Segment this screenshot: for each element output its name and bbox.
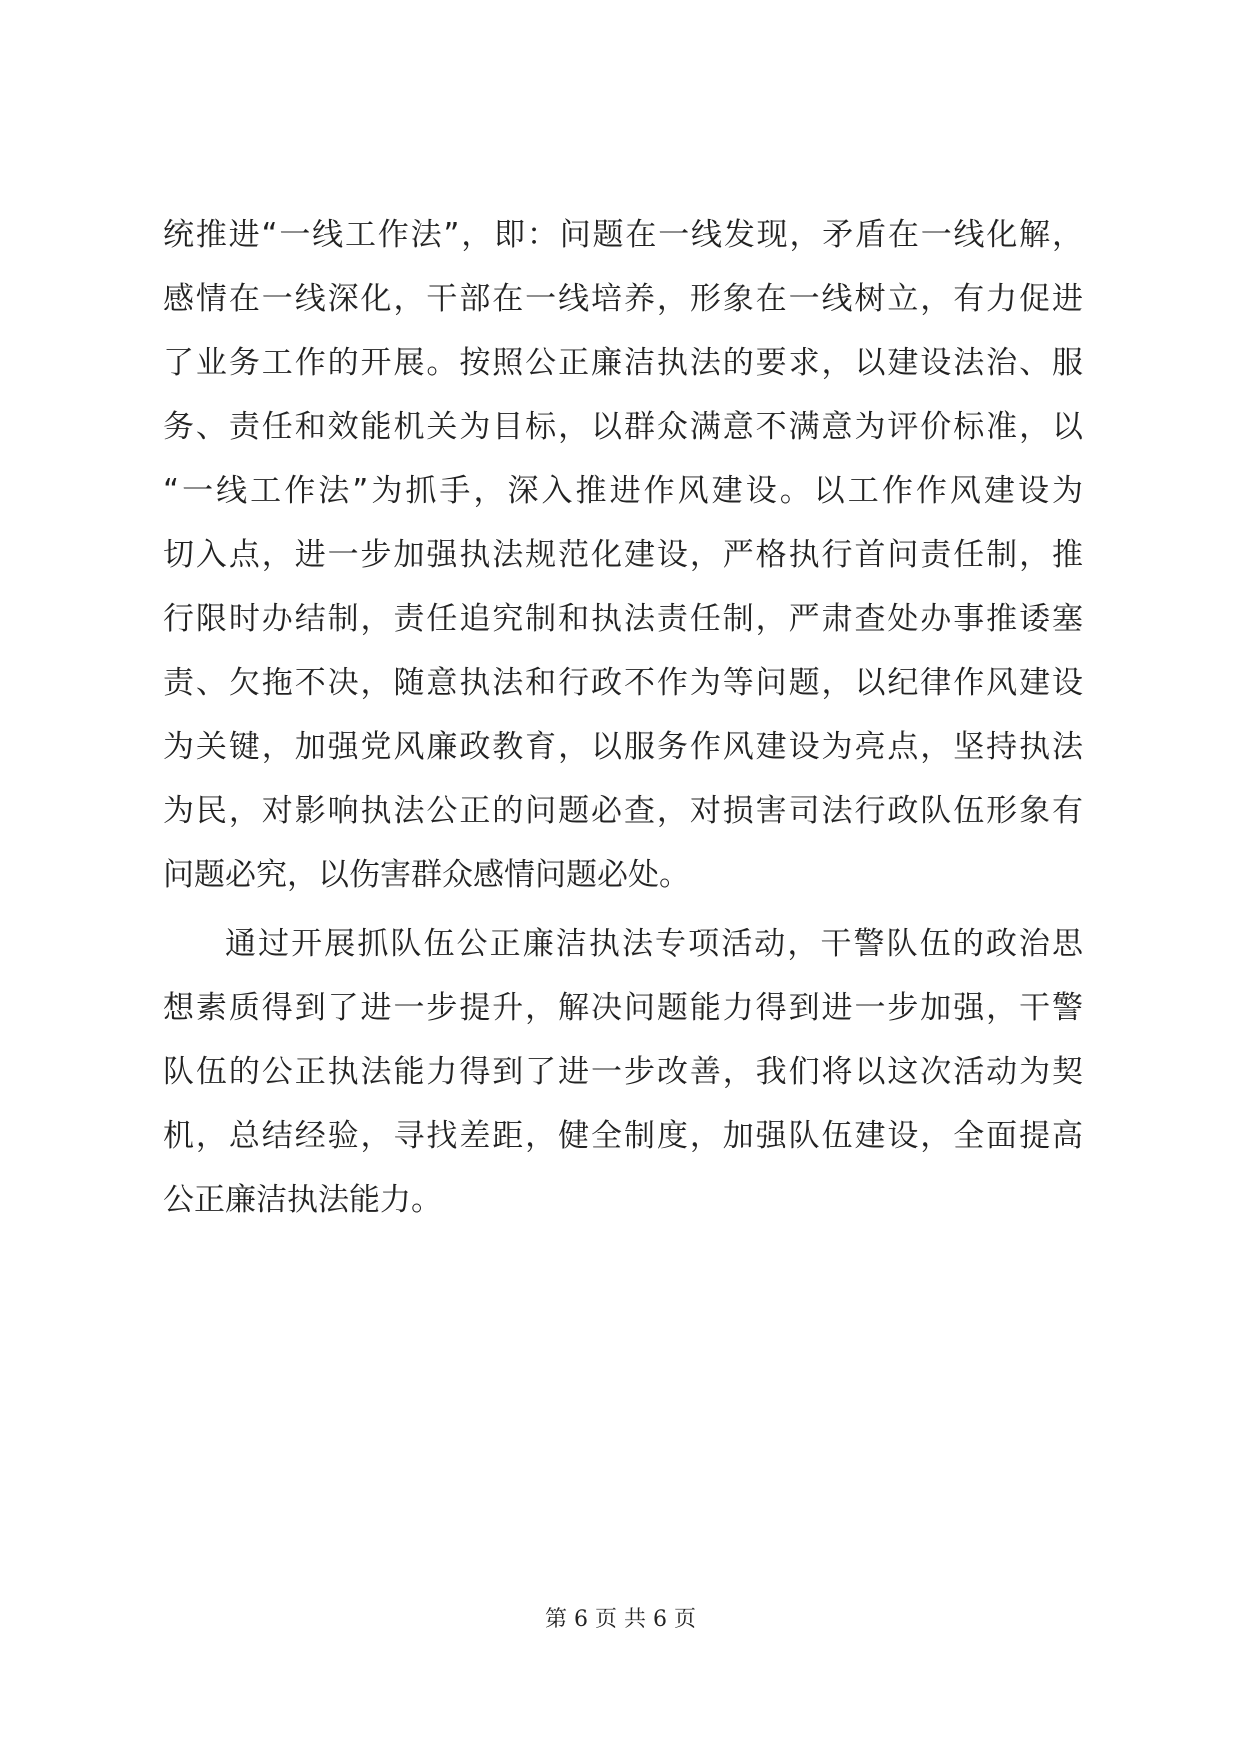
paragraph-line: 切入点，进一步加强执法规范化建设，严格执行首问责任制，推	[163, 537, 1083, 573]
paragraph-line: 通过开展抓队伍公正廉洁执法专项活动，干警队伍的政治思	[225, 926, 1083, 962]
paragraph-2	[163, 912, 1083, 1232]
paragraph-1	[163, 203, 1083, 907]
paragraph-line: 责、欠拖不决，随意执法和行政不作为等问题，以纪律作风建设	[163, 665, 1083, 701]
paragraph-line: 想素质得到了进一步提升，解决问题能力得到进一步加强，干警	[163, 990, 1083, 1026]
paragraph-line: 了业务工作的开展。按照公正廉洁执法的要求，以建设法治、服	[163, 345, 1083, 381]
paragraph-line: 感情在一线深化，干部在一线培养，形象在一线树立，有力促进	[163, 281, 1083, 317]
paragraph-line: “一线工作法”为抓手，深入推进作风建设。以工作作风建设为	[163, 473, 1083, 509]
paragraph-line: 为民，对影响执法公正的问题必查，对损害司法行政队伍形象有	[163, 793, 1083, 829]
paragraph-line: 务、责任和效能机关为目标，以群众满意不满意为评价标准，以	[163, 409, 1083, 445]
page-number-footer: 第 6 页 共 6 页	[545, 1607, 696, 1632]
paragraph-line: 为关键，加强党风廉政教育，以服务作风建设为亮点，坚持执法	[163, 729, 1083, 765]
paragraph-line: 队伍的公正执法能力得到了进一步改善，我们将以这次活动为契	[163, 1054, 1083, 1090]
paragraph-line: 问题必究，以伤害群众感情问题必处。	[163, 857, 690, 893]
paragraph-line: 统推进“一线工作法”，即：问题在一线发现，矛盾在一线化解，	[163, 217, 1083, 253]
document-body	[163, 203, 1083, 1232]
paragraph-line: 公正廉洁执法能力。	[163, 1182, 442, 1218]
paragraph-line: 行限时办结制，责任追究制和执法责任制，严肃查处办事推诿塞	[163, 601, 1083, 637]
paragraph-line: 机，总结经验，寻找差距，健全制度，加强队伍建设，全面提高	[163, 1118, 1083, 1154]
